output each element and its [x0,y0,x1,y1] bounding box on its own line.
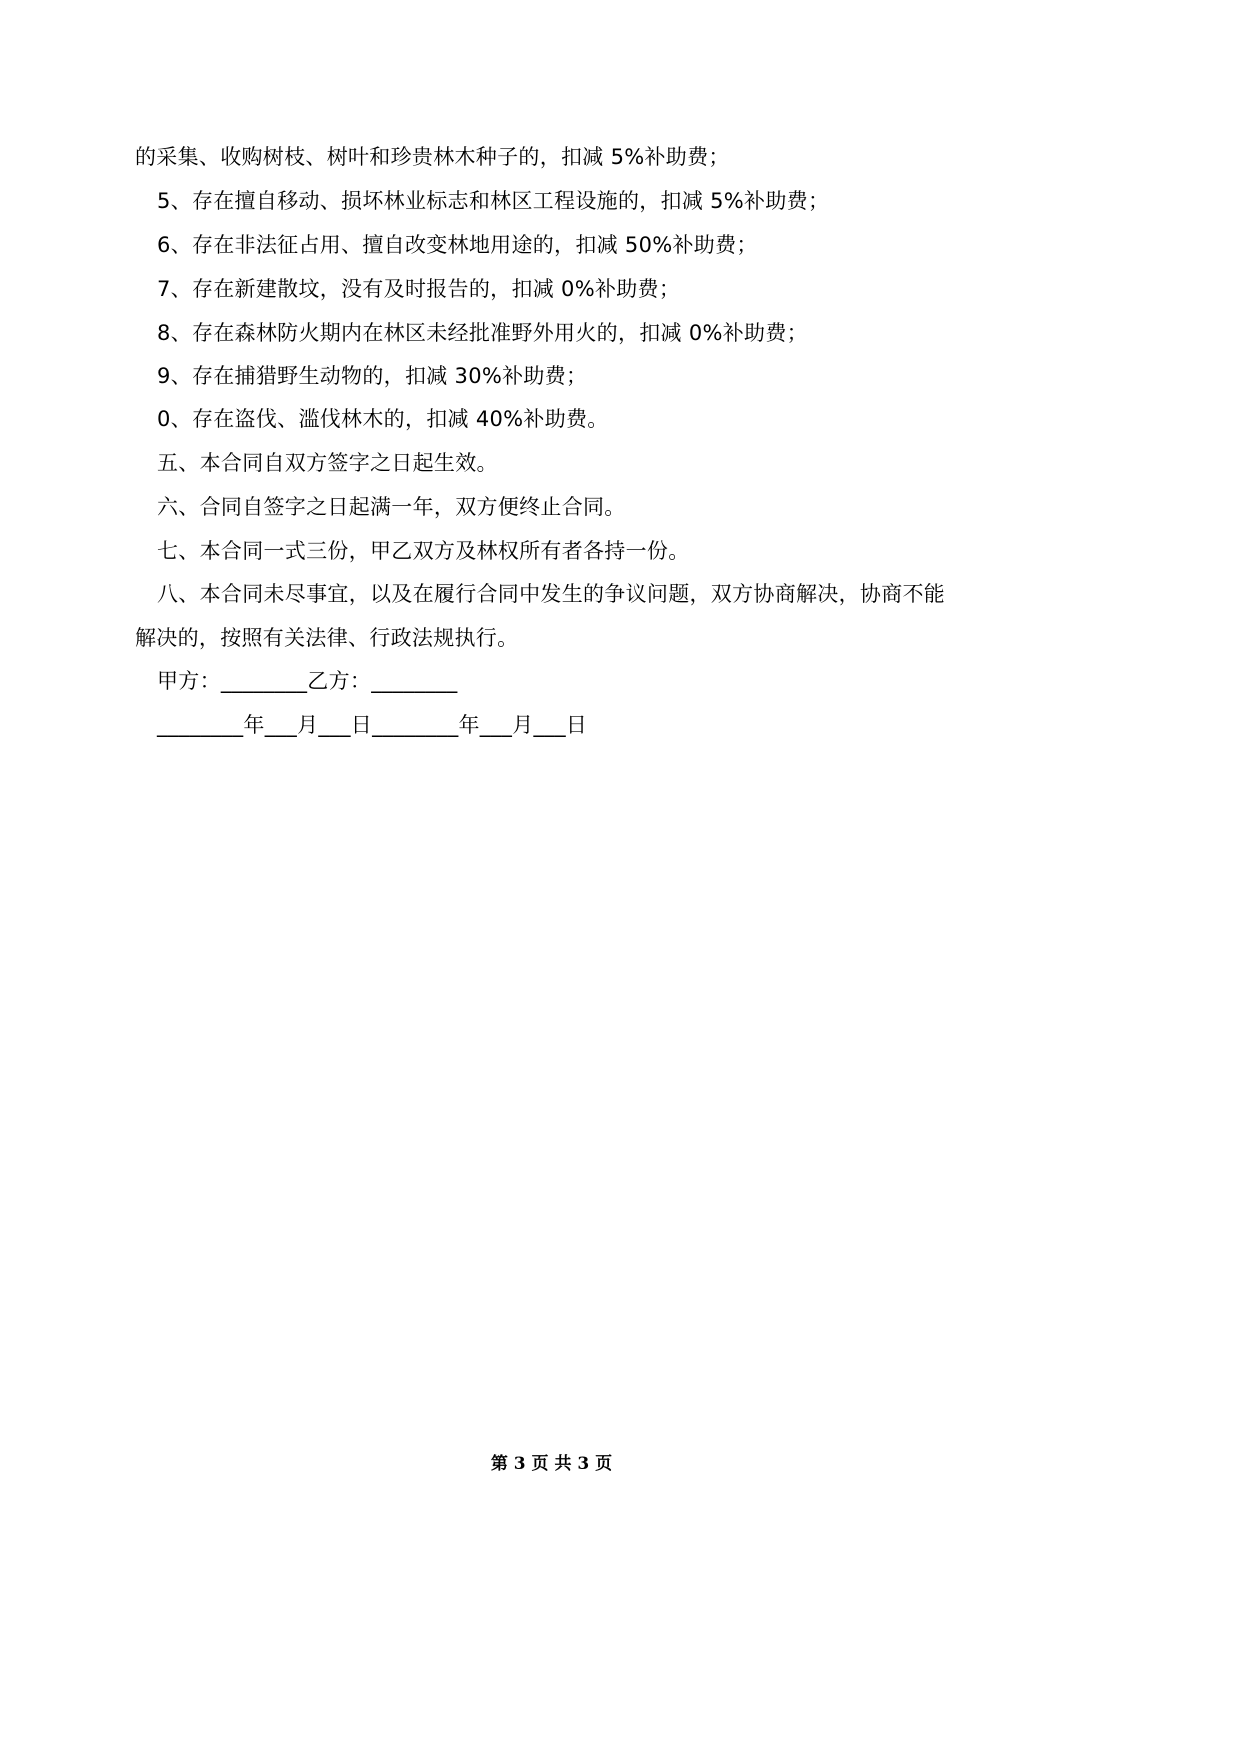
date-line: ________年___月___日________年___月___日 [157,713,588,737]
page-number-footer: 第 3 页 共 3 页 [490,1454,613,1474]
clause-4-continuation: 的采集、收购树枝、树叶和珍贵林木种子的，扣减 5%补助费； [135,145,730,169]
clause-8: 8、存在森林防火期内在林区未经批准野外用火的，扣减 0%补助费； [157,321,808,345]
clause-7: 7、存在新建散坟，没有及时报告的，扣减 0%补助费； [157,277,681,301]
clause-9: 9、存在捕猎野生动物的，扣减 30%补助费； [157,364,588,388]
article-six: 六、合同自签字之日起满一年，双方便终止合同。 [157,495,626,519]
article-eight-continuation: 解决的，按照有关法律、行政法规执行。 [135,626,519,650]
clause-5: 5、存在擅自移动、损坏林业标志和林区工程设施的，扣减 5%补助费； [157,189,830,213]
article-five: 五、本合同自双方签字之日起生效。 [157,451,498,475]
article-seven: 七、本合同一式三份，甲乙双方及林权所有者各持一份。 [157,539,690,563]
clause-6: 6、存在非法征占用、擅自改变林地用途的，扣减 50%补助费； [157,233,758,257]
article-eight: 八、本合同未尽事宜，以及在履行合同中发生的争议问题，双方协商解决，协商不能 [157,582,946,606]
clause-10: 0、存在盗伐、滥伐林木的，扣减 40%补助费。 [157,407,609,431]
signature-line: 甲方：________乙方：________ [157,669,458,693]
